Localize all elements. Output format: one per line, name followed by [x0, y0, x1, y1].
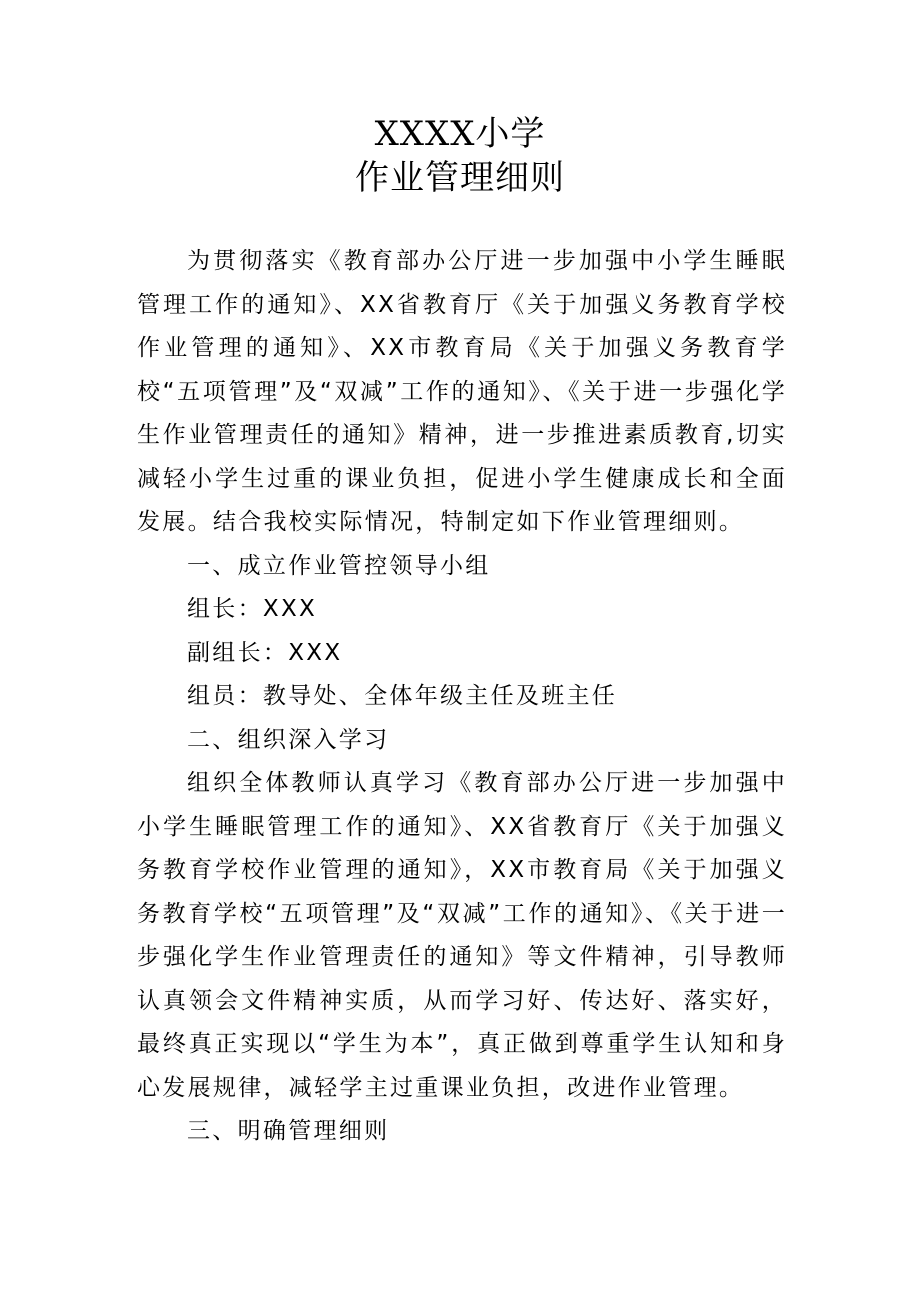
document-title-school: XXXX小学 [374, 114, 546, 154]
section-heading-1: 一、成立作业管控领导小组 [187, 552, 491, 579]
study-paragraph: 组织全体教师认真学习《教育部办公厅进一步加强中小学生睡眠管理工作的通知》、XX省教育厅《关于加强义务教育学校作业管理的通知》，XX市教育局《关于加强义务教育学校“五项管理”及“双减”工作的通知》、《关于进一步强化学生作业管理责任的通知》等文件精神，引导教师认真领会文件精神实质，从而学习好、传达好、落实好，最终真正实现以“学生为本”，真正做到尊重学生认知和身心发展规律，减轻学主过重课业负担，改进作业管理。 [137, 770, 787, 1101]
team-deputy-line: 副组长：XXX [187, 639, 343, 666]
section-heading-2: 二、组织深入学习 [187, 726, 390, 753]
document-body [137, 240, 787, 1154]
intro-paragraph: 为贯彻落实《教育部办公厅进一步加强中小学生睡眠管理工作的通知》、XX省教育厅《关于加强义务教育学校作业管理的通知》、XX市教育局《关于加强义务教育学校“五项管理”及“双减”工作的通知》、《关于进一步强化学生作业管理责任的通知》精神，进一步推进素质教育,切实减轻小学生过重的课业负担，促进小学生健康成长和全面发展。结合我校实际情况，特制定如下作业管理细则。 [137, 248, 787, 535]
team-members-line: 组员：教导处、全体年级主任及班主任 [187, 683, 618, 709]
team-leader-line: 组长：XXX [187, 596, 318, 622]
document-title-main: 作业管理细则 [355, 158, 565, 198]
section-heading-3: 三、明确管理细则 [187, 1118, 390, 1144]
